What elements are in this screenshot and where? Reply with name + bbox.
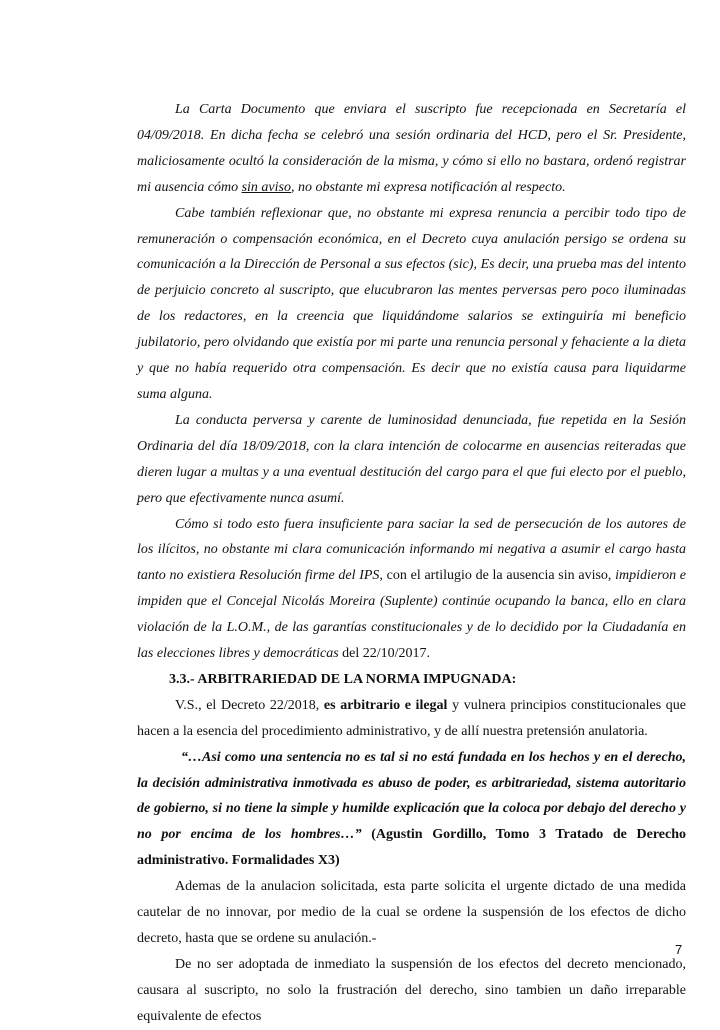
section-heading: 3.3.- ARBITRARIEDAD DE LA NORMA IMPUGNADA:	[169, 671, 517, 687]
paragraph-decreto: V.S., el Decreto 22/2018, es arbitrario e ilegal y vulnera principios constitucionales que hacen a la esencia del procedimiento administrativo, y de allí nuestra pretensión anulatoria.	[137, 697, 686, 739]
paragraph-reflexion: Cabe también reflexionar que, no obstante mi expresa renuncia a percibir todo tipo de remuneración o compensación económica, en el Decreto cuya anulación persigo se ordena su comunicación a la Dirección de Personal a sus efectos (sic), Es decir, una prueba mas del intento de perjuicio concreto al suscripto, que elucubraron las mentes perversas pero poco iluminadas de los redactores, en la creencia que liquidándome salarios se extinguiría mi beneficio jubilatorio, pero olvidando que existía por mi parte una renuncia personal y fehaciente a la dieta y que no había requerido otra compensación. Es decir que no existía causa para liquidarme suma alguna.	[137, 205, 686, 402]
paragraph-carta-documento: La Carta Documento que enviara el suscripto fue recepcionada en Secretaría el 04/09/2018. En dicha fecha se celebró una sesión ordinaria del HCD, pero el Sr. Presidente, maliciosamente ocultó la consideración de la misma, y cómo si ello no bastara, ordenó registrar mi ausencia cómo sin aviso, no obstante mi expresa notificación al respecto.	[137, 102, 686, 195]
paragraph-persecucion: Cómo si todo esto fuera insuficiente para saciar la sed de persecución de los autores de los ilícitos, no obstante mi clara comunicación informando mi negativa a asumir el cargo hasta tanto no existiera Resolución firme del IPS, con el artilugio de la ausencia sin aviso, impidieron e impiden que el Concejal Nicolás Moreira (Suplente) continúe ocupando la banca, ello en clara violación de la L.O.M., de las garantías constitucionales y de lo decidido por la Ciudadanía en las elecciones libres y democráticas del 22/10/2017.	[137, 516, 687, 662]
quote-gordillo: “…Asi como una sentencia no es tal si no está fundada en los hechos y en el derecho, la decisión administrativa inmotivada es abuso de poder, es arbitrariedad, sistema autoritario de gobierno, si no tiene la simple y humilde explicación que la coloca por debajo del derecho y no por encima de los hombres…” (Agustin Gordillo, Tomo 3 Tratado de Derecho administrativo. Formalidades X3)	[137, 749, 686, 869]
document-body	[137, 97, 686, 1030]
paragraph-medida-cautelar: Ademas de la anulacion solicitada, esta parte solicita el urgente dictado de una medida cautelar de no innovar, por medio de la cual se ordene la suspensión de los efectos de dicho decreto, hasta que se ordene su anulación.-	[137, 879, 686, 946]
page-number: 7	[675, 942, 683, 957]
paragraph-conducta-perversa: La conducta perversa y carente de luminosidad denunciada, fue repetida en la Sesión Ordinaria del día 18/09/2018, con la clara intención de colocarme en ausencias reiteradas que dieren lugar a multas y a una eventual destitución del cargo para el que fui electo por el pueblo, pero que efectivamente nunca asumí.	[137, 412, 686, 506]
paragraph-suspension: De no ser adoptada de inmediato la suspensión de los efectos del decreto mencionado, causara al suscripto, no solo la frustración del derecho, sino tambien un daño irreparable equivalente de efectos	[137, 956, 686, 1024]
underlined-sin-aviso: sin aviso	[241, 179, 291, 195]
